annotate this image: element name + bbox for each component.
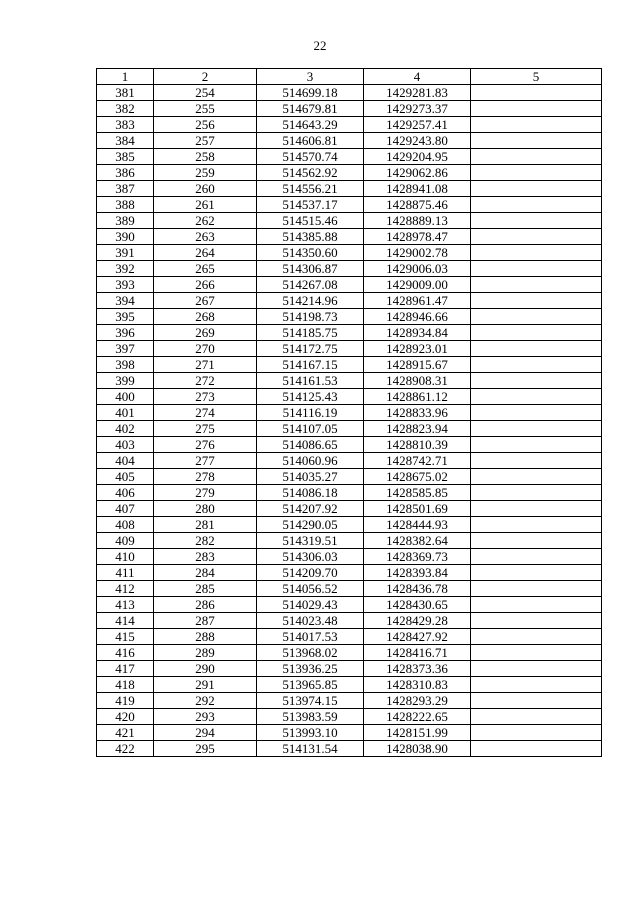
note-cell: [471, 597, 602, 613]
table-header-row: [97, 69, 602, 85]
point-number-cell: 290: [154, 661, 257, 677]
x-coordinate-cell: 514086.65: [257, 437, 364, 453]
table-row: [97, 261, 602, 277]
point-number-cell: 274: [154, 405, 257, 421]
point-number-cell: 260: [154, 181, 257, 197]
x-coordinate-cell: 514060.96: [257, 453, 364, 469]
note-cell: [471, 149, 602, 165]
table-row: [97, 85, 602, 101]
y-coordinate-cell: 1429273.37: [364, 101, 471, 117]
x-coordinate-cell: 514556.21: [257, 181, 364, 197]
row-number-cell: 422: [97, 741, 154, 757]
x-coordinate-cell: 514562.92: [257, 165, 364, 181]
point-number-cell: 287: [154, 613, 257, 629]
y-coordinate-cell: 1428585.85: [364, 485, 471, 501]
point-number-cell: 277: [154, 453, 257, 469]
note-cell: [471, 165, 602, 181]
y-coordinate-cell: 1428861.12: [364, 389, 471, 405]
x-coordinate-cell: 513983.59: [257, 709, 364, 725]
point-number-cell: 257: [154, 133, 257, 149]
point-number-cell: 258: [154, 149, 257, 165]
row-number-cell: 399: [97, 373, 154, 389]
table-row: [97, 437, 602, 453]
note-cell: [471, 197, 602, 213]
x-coordinate-cell: 514319.51: [257, 533, 364, 549]
y-coordinate-cell: 1428151.99: [364, 725, 471, 741]
table-row: [97, 453, 602, 469]
row-number-cell: 393: [97, 277, 154, 293]
x-coordinate-cell: 514643.29: [257, 117, 364, 133]
table-row: [97, 581, 602, 597]
point-number-cell: 255: [154, 101, 257, 117]
x-coordinate-cell: 514198.73: [257, 309, 364, 325]
point-number-cell: 268: [154, 309, 257, 325]
note-cell: [471, 213, 602, 229]
row-number-cell: 415: [97, 629, 154, 645]
point-number-cell: 262: [154, 213, 257, 229]
point-number-cell: 264: [154, 245, 257, 261]
table-row: [97, 293, 602, 309]
table-row: [97, 229, 602, 245]
note-cell: [471, 725, 602, 741]
row-number-cell: 390: [97, 229, 154, 245]
row-number-cell: 391: [97, 245, 154, 261]
point-number-cell: 282: [154, 533, 257, 549]
x-coordinate-cell: 514185.75: [257, 325, 364, 341]
point-number-cell: 279: [154, 485, 257, 501]
table-row: [97, 197, 602, 213]
point-number-cell: 267: [154, 293, 257, 309]
point-number-cell: 273: [154, 389, 257, 405]
point-number-cell: 288: [154, 629, 257, 645]
coordinates-table: [96, 68, 602, 757]
note-cell: [471, 629, 602, 645]
x-coordinate-cell: 514125.43: [257, 389, 364, 405]
x-coordinate-cell: 514207.92: [257, 501, 364, 517]
row-number-cell: 396: [97, 325, 154, 341]
y-coordinate-cell: 1428382.64: [364, 533, 471, 549]
table-row: [97, 709, 602, 725]
note-cell: [471, 693, 602, 709]
note-cell: [471, 501, 602, 517]
column-header-5: 5: [471, 69, 602, 85]
row-number-cell: 412: [97, 581, 154, 597]
table-row: [97, 357, 602, 373]
note-cell: [471, 101, 602, 117]
point-number-cell: 259: [154, 165, 257, 181]
row-number-cell: 400: [97, 389, 154, 405]
row-number-cell: 409: [97, 533, 154, 549]
y-coordinate-cell: 1428889.13: [364, 213, 471, 229]
row-number-cell: 420: [97, 709, 154, 725]
table-row: [97, 149, 602, 165]
y-coordinate-cell: 1428393.84: [364, 565, 471, 581]
point-number-cell: 265: [154, 261, 257, 277]
row-number-cell: 421: [97, 725, 154, 741]
y-coordinate-cell: 1429062.86: [364, 165, 471, 181]
table-row: [97, 309, 602, 325]
point-number-cell: 293: [154, 709, 257, 725]
note-cell: [471, 533, 602, 549]
note-cell: [471, 229, 602, 245]
row-number-cell: 404: [97, 453, 154, 469]
point-number-cell: 294: [154, 725, 257, 741]
point-number-cell: 295: [154, 741, 257, 757]
x-coordinate-cell: 514035.27: [257, 469, 364, 485]
x-coordinate-cell: 514606.81: [257, 133, 364, 149]
x-coordinate-cell: 514086.18: [257, 485, 364, 501]
table-row: [97, 693, 602, 709]
y-coordinate-cell: 1428742.71: [364, 453, 471, 469]
table-row: [97, 613, 602, 629]
table-row: [97, 661, 602, 677]
row-number-cell: 388: [97, 197, 154, 213]
page-number: 22: [313, 38, 327, 53]
point-number-cell: 284: [154, 565, 257, 581]
table-row: [97, 725, 602, 741]
row-number-cell: 385: [97, 149, 154, 165]
note-cell: [471, 245, 602, 261]
point-number-cell: 271: [154, 357, 257, 373]
note-cell: [471, 549, 602, 565]
column-header-2: 2: [154, 69, 257, 85]
row-number-cell: 417: [97, 661, 154, 677]
x-coordinate-cell: 514350.60: [257, 245, 364, 261]
row-number-cell: 401: [97, 405, 154, 421]
x-coordinate-cell: 514017.53: [257, 629, 364, 645]
table-row: [97, 677, 602, 693]
point-number-cell: 281: [154, 517, 257, 533]
x-coordinate-cell: 514172.75: [257, 341, 364, 357]
note-cell: [471, 677, 602, 693]
x-coordinate-cell: 514209.70: [257, 565, 364, 581]
note-cell: [471, 469, 602, 485]
table-row: [97, 629, 602, 645]
table-row: [97, 517, 602, 533]
table-row: [97, 565, 602, 581]
x-coordinate-cell: 514167.15: [257, 357, 364, 373]
point-number-cell: 272: [154, 373, 257, 389]
row-number-cell: 384: [97, 133, 154, 149]
x-coordinate-cell: 514267.08: [257, 277, 364, 293]
point-number-cell: 283: [154, 549, 257, 565]
y-coordinate-cell: 1428222.65: [364, 709, 471, 725]
column-header-3: 3: [257, 69, 364, 85]
y-coordinate-cell: 1428436.78: [364, 581, 471, 597]
x-coordinate-cell: 514515.46: [257, 213, 364, 229]
row-number-cell: 392: [97, 261, 154, 277]
y-coordinate-cell: 1428978.47: [364, 229, 471, 245]
point-number-cell: 263: [154, 229, 257, 245]
note-cell: [471, 405, 602, 421]
y-coordinate-cell: 1428369.73: [364, 549, 471, 565]
table-row: [97, 117, 602, 133]
y-coordinate-cell: 1428833.96: [364, 405, 471, 421]
row-number-cell: 382: [97, 101, 154, 117]
x-coordinate-cell: 514023.48: [257, 613, 364, 629]
y-coordinate-cell: 1429006.03: [364, 261, 471, 277]
y-coordinate-cell: 1429281.83: [364, 85, 471, 101]
point-number-cell: 254: [154, 85, 257, 101]
x-coordinate-cell: 513968.02: [257, 645, 364, 661]
row-number-cell: 419: [97, 693, 154, 709]
y-coordinate-cell: 1428293.29: [364, 693, 471, 709]
y-coordinate-cell: 1428310.83: [364, 677, 471, 693]
y-coordinate-cell: 1428430.65: [364, 597, 471, 613]
note-cell: [471, 357, 602, 373]
table-row: [97, 341, 602, 357]
column-header-1: 1: [97, 69, 154, 85]
y-coordinate-cell: 1428915.67: [364, 357, 471, 373]
y-coordinate-cell: 1428373.36: [364, 661, 471, 677]
y-coordinate-cell: 1429243.80: [364, 133, 471, 149]
row-number-cell: 413: [97, 597, 154, 613]
note-cell: [471, 325, 602, 341]
table-row: [97, 597, 602, 613]
row-number-cell: 395: [97, 309, 154, 325]
note-cell: [471, 565, 602, 581]
row-number-cell: 402: [97, 421, 154, 437]
row-number-cell: 394: [97, 293, 154, 309]
table-row: [97, 421, 602, 437]
x-coordinate-cell: 514385.88: [257, 229, 364, 245]
x-coordinate-cell: 514679.81: [257, 101, 364, 117]
y-coordinate-cell: 1429257.41: [364, 117, 471, 133]
row-number-cell: 387: [97, 181, 154, 197]
x-coordinate-cell: 514699.18: [257, 85, 364, 101]
row-number-cell: 381: [97, 85, 154, 101]
point-number-cell: 280: [154, 501, 257, 517]
table-row: [97, 741, 602, 757]
note-cell: [471, 709, 602, 725]
table-row: [97, 373, 602, 389]
x-coordinate-cell: 514029.43: [257, 597, 364, 613]
y-coordinate-cell: 1429002.78: [364, 245, 471, 261]
row-number-cell: 410: [97, 549, 154, 565]
row-number-cell: 418: [97, 677, 154, 693]
table-row: [97, 645, 602, 661]
y-coordinate-cell: 1428823.94: [364, 421, 471, 437]
row-number-cell: 397: [97, 341, 154, 357]
x-coordinate-cell: 513965.85: [257, 677, 364, 693]
row-number-cell: 403: [97, 437, 154, 453]
x-coordinate-cell: 514570.74: [257, 149, 364, 165]
row-number-cell: 398: [97, 357, 154, 373]
x-coordinate-cell: 513936.25: [257, 661, 364, 677]
table-row: [97, 501, 602, 517]
table-row: [97, 485, 602, 501]
table-body: [97, 85, 602, 757]
note-cell: [471, 581, 602, 597]
table-row: [97, 405, 602, 421]
x-coordinate-cell: 514107.05: [257, 421, 364, 437]
note-cell: [471, 453, 602, 469]
column-header-4: 4: [364, 69, 471, 85]
table-row: [97, 181, 602, 197]
row-number-cell: 416: [97, 645, 154, 661]
table-row: [97, 245, 602, 261]
note-cell: [471, 293, 602, 309]
note-cell: [471, 309, 602, 325]
point-number-cell: 269: [154, 325, 257, 341]
point-number-cell: 275: [154, 421, 257, 437]
x-coordinate-cell: 514290.05: [257, 517, 364, 533]
point-number-cell: 289: [154, 645, 257, 661]
note-cell: [471, 341, 602, 357]
note-cell: [471, 373, 602, 389]
table-row: [97, 277, 602, 293]
table-row: [97, 101, 602, 117]
point-number-cell: 286: [154, 597, 257, 613]
x-coordinate-cell: 514306.87: [257, 261, 364, 277]
row-number-cell: 386: [97, 165, 154, 181]
y-coordinate-cell: 1428427.92: [364, 629, 471, 645]
row-number-cell: 383: [97, 117, 154, 133]
y-coordinate-cell: 1428961.47: [364, 293, 471, 309]
note-cell: [471, 181, 602, 197]
point-number-cell: 256: [154, 117, 257, 133]
table-row: [97, 389, 602, 405]
row-number-cell: 408: [97, 517, 154, 533]
row-number-cell: 389: [97, 213, 154, 229]
x-coordinate-cell: 514056.52: [257, 581, 364, 597]
note-cell: [471, 741, 602, 757]
row-number-cell: 406: [97, 485, 154, 501]
x-coordinate-cell: 514537.17: [257, 197, 364, 213]
note-cell: [471, 117, 602, 133]
table-row: [97, 213, 602, 229]
point-number-cell: 266: [154, 277, 257, 293]
point-number-cell: 276: [154, 437, 257, 453]
note-cell: [471, 421, 602, 437]
y-coordinate-cell: 1428946.66: [364, 309, 471, 325]
point-number-cell: 292: [154, 693, 257, 709]
y-coordinate-cell: 1428934.84: [364, 325, 471, 341]
table-row: [97, 549, 602, 565]
point-number-cell: 261: [154, 197, 257, 213]
row-number-cell: 414: [97, 613, 154, 629]
table-row: [97, 533, 602, 549]
table-row: [97, 325, 602, 341]
point-number-cell: 285: [154, 581, 257, 597]
row-number-cell: 411: [97, 565, 154, 581]
point-number-cell: 291: [154, 677, 257, 693]
note-cell: [471, 437, 602, 453]
note-cell: [471, 613, 602, 629]
y-coordinate-cell: 1428810.39: [364, 437, 471, 453]
y-coordinate-cell: 1428875.46: [364, 197, 471, 213]
note-cell: [471, 133, 602, 149]
note-cell: [471, 389, 602, 405]
table-row: [97, 469, 602, 485]
y-coordinate-cell: 1429204.95: [364, 149, 471, 165]
row-number-cell: 405: [97, 469, 154, 485]
note-cell: [471, 661, 602, 677]
point-number-cell: 270: [154, 341, 257, 357]
y-coordinate-cell: 1428429.28: [364, 613, 471, 629]
y-coordinate-cell: 1428038.90: [364, 741, 471, 757]
y-coordinate-cell: 1429009.00: [364, 277, 471, 293]
x-coordinate-cell: 514116.19: [257, 405, 364, 421]
note-cell: [471, 517, 602, 533]
x-coordinate-cell: 514214.96: [257, 293, 364, 309]
note-cell: [471, 485, 602, 501]
y-coordinate-cell: 1428675.02: [364, 469, 471, 485]
y-coordinate-cell: 1428941.08: [364, 181, 471, 197]
table-row: [97, 165, 602, 181]
x-coordinate-cell: 514161.53: [257, 373, 364, 389]
x-coordinate-cell: 514131.54: [257, 741, 364, 757]
table-row: [97, 133, 602, 149]
row-number-cell: 407: [97, 501, 154, 517]
x-coordinate-cell: 513993.10: [257, 725, 364, 741]
note-cell: [471, 645, 602, 661]
y-coordinate-cell: 1428908.31: [364, 373, 471, 389]
y-coordinate-cell: 1428501.69: [364, 501, 471, 517]
y-coordinate-cell: 1428444.93: [364, 517, 471, 533]
x-coordinate-cell: 513974.15: [257, 693, 364, 709]
y-coordinate-cell: 1428416.71: [364, 645, 471, 661]
note-cell: [471, 277, 602, 293]
point-number-cell: 278: [154, 469, 257, 485]
y-coordinate-cell: 1428923.01: [364, 341, 471, 357]
note-cell: [471, 261, 602, 277]
x-coordinate-cell: 514306.03: [257, 549, 364, 565]
note-cell: [471, 85, 602, 101]
